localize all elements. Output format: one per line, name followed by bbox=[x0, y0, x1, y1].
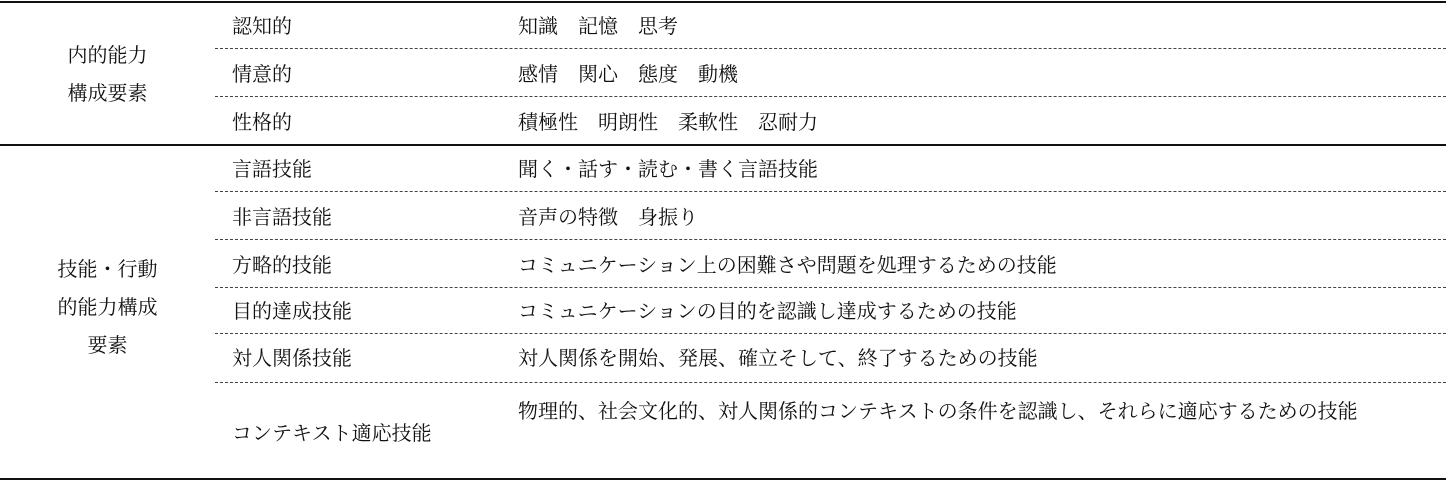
description-cell: 感情 関心 態度 動機 bbox=[518, 62, 738, 86]
group-label-line: 的能力構成 bbox=[57, 295, 158, 319]
table-bottom-rule bbox=[0, 478, 1446, 480]
description-cell: 知識 記憶 思考 bbox=[518, 14, 678, 38]
group-label-line: 内的能力 bbox=[67, 43, 148, 67]
category-cell: 非言語技能 bbox=[232, 205, 332, 229]
category-cell: 性格的 bbox=[232, 110, 292, 134]
table-top-rule bbox=[0, 1, 1446, 3]
row-divider bbox=[215, 191, 1446, 192]
category-cell: コンテキスト適応技能 bbox=[232, 421, 432, 445]
group-label-line: 要素 bbox=[87, 333, 128, 357]
row-divider bbox=[215, 333, 1446, 334]
description-cell: 積極性 明朗性 柔軟性 忍耐力 bbox=[518, 110, 818, 134]
description-cell: 対人関係を開始、発展、確立そして、終了するための技能 bbox=[518, 346, 1038, 370]
group-label-line: 技能・行動 bbox=[57, 257, 158, 281]
description-cell: コミュニケーションの目的を認識し達成するための技能 bbox=[518, 299, 1017, 323]
row-divider bbox=[215, 48, 1446, 49]
description-cell: 物理的、社会文化的、対人関係的コンテキストの条件を認識し、それらに適応するための技能 bbox=[518, 399, 1358, 423]
category-cell: 対人関係技能 bbox=[232, 346, 352, 370]
category-cell: 目的達成技能 bbox=[232, 299, 352, 323]
group-separator-rule bbox=[0, 144, 1446, 146]
description-cell: 聞く・話す・読む・書く言語技能 bbox=[518, 157, 818, 181]
group-label-internal bbox=[0, 36, 215, 112]
category-cell: 方略的技能 bbox=[232, 253, 332, 277]
row-divider bbox=[215, 96, 1446, 97]
category-cell: 認知的 bbox=[232, 14, 292, 38]
row-divider bbox=[215, 287, 1446, 288]
group-label-skills bbox=[0, 250, 215, 364]
row-divider bbox=[215, 382, 1446, 383]
group-label-line: 構成要素 bbox=[67, 81, 148, 105]
category-cell: 情意的 bbox=[232, 62, 292, 86]
category-cell: 言語技能 bbox=[232, 157, 312, 181]
row-divider bbox=[215, 239, 1446, 240]
description-cell: コミュニケーション上の困難さや問題を処理するための技能 bbox=[518, 253, 1057, 277]
description-cell: 音声の特徴 身振り bbox=[518, 205, 698, 229]
